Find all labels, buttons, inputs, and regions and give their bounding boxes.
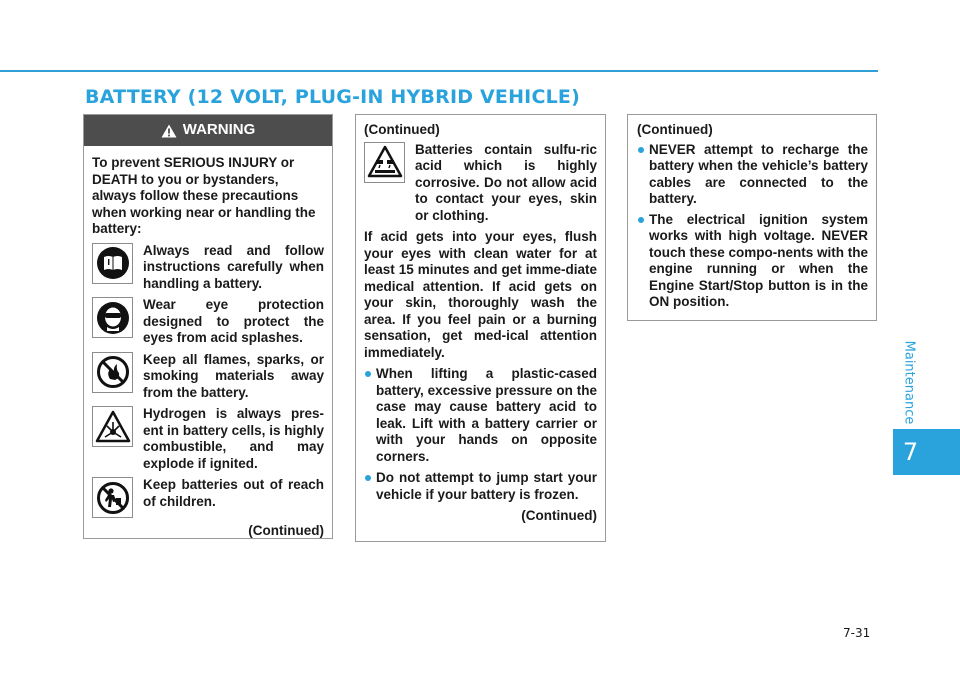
warning-intro: To prevent SERIOUS INJURY or DEATH to you or bystanders, always follow these precautions when working near or handling the battery: xyxy=(92,155,316,236)
continued-heading: (Continued) xyxy=(364,122,440,137)
precaution-item xyxy=(92,243,324,293)
acid-first-aid-paragraph: If acid gets into your eyes, flush your eyes with clean water for at least 15 minutes and get imme-diate medical attention. If acid gets on your skin, thoroughly wash the area. If you feel pain or a burning sensation, get med-ical attention immediately. xyxy=(364,229,597,360)
acid-warning-text: Batteries contain sulfu-ric acid which is highly corrosive. Do not allow acid to contact your eyes, skin or clothing. xyxy=(415,141,597,223)
acid-warning-item xyxy=(364,142,597,225)
precaution-item xyxy=(92,352,324,402)
warning-header xyxy=(84,115,332,146)
warning-bullets xyxy=(364,366,597,503)
continued-label: (Continued) xyxy=(248,523,324,538)
explosion-hazard-icon xyxy=(95,410,131,444)
precaution-item xyxy=(92,477,324,518)
warning-triangle-icon xyxy=(161,124,177,138)
bullet-item: NEVER attempt to recharge the battery when the vehicle’s battery cables are connected to the battery. xyxy=(637,142,868,208)
warning-continued-box-2 xyxy=(627,114,877,321)
continued-heading: (Continued) xyxy=(637,122,713,137)
precaution-text: Hydrogen is always pres-ent in battery cells, is highly combustible, and may explode if ignited. xyxy=(143,406,324,471)
bullet-item: The electrical ignition system works with high voltage. NEVER touch these compo-nents with the engine running or when the Engine Start/Stop button is in the ON position. xyxy=(637,212,868,311)
header-rule xyxy=(0,70,878,72)
side-chapter-label: Maintenance xyxy=(901,340,917,424)
corrosive-acid-icon xyxy=(367,145,403,179)
precaution-text: Keep batteries out of reach of children. xyxy=(143,477,324,509)
warning-bullets xyxy=(637,142,868,311)
precaution-item xyxy=(92,406,324,472)
no-flames-icon xyxy=(96,355,130,389)
warning-box xyxy=(83,114,333,539)
continued-label: (Continued) xyxy=(521,508,597,523)
bullet-item: Do not attempt to jump start your vehicle if your battery is frozen. xyxy=(364,470,597,503)
warning-label: WARNING xyxy=(182,121,256,139)
page-number: 7-31 xyxy=(843,626,871,640)
precaution-text: Keep all flames, sparks, or smoking materials away from the battery. xyxy=(143,351,324,400)
precaution-item xyxy=(92,297,324,347)
precaution-text: Wear eye protection designed to protect the eyes from acid splashes. xyxy=(143,297,324,345)
eye-protection-icon xyxy=(96,301,130,335)
keep-away-children-icon xyxy=(96,481,130,515)
chapter-tab: 7 xyxy=(893,429,960,475)
bullet-item: When lifting a plastic-cased battery, excessive pressure on the case may cause battery acid to leak. Lift with a battery carrier or with your hands on opposite corners. xyxy=(364,366,597,465)
precaution-text: Always read and follow instructions carefully when handling a battery. xyxy=(143,242,324,291)
instruction-book-icon xyxy=(96,246,130,280)
warning-continued-box xyxy=(355,114,606,542)
section-title: BATTERY (12 VOLT, PLUG-IN HYBRID VEHICLE) xyxy=(85,86,580,108)
